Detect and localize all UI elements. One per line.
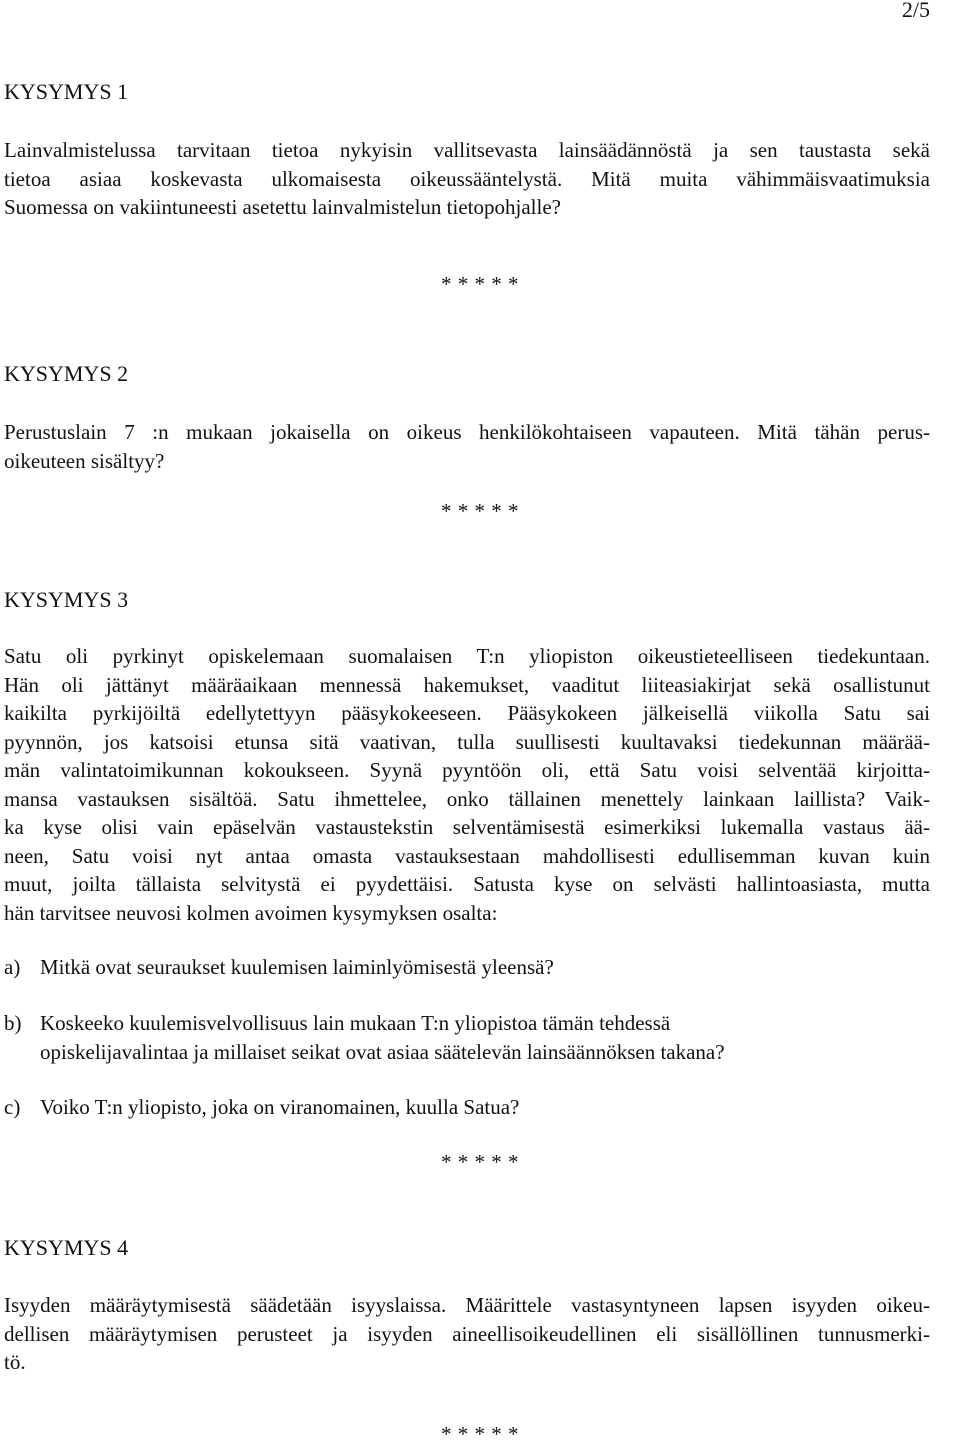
list-item-a [4, 953, 554, 982]
question-3-heading: KYSYMYS 3 [4, 587, 129, 612]
list-marker: b) [4, 1011, 22, 1035]
list-marker: c) [4, 1095, 21, 1119]
question-1-heading: KYSYMYS 1 [4, 79, 129, 104]
separator: * * * * * [441, 272, 519, 296]
question-3-line: pyynnön, jos katsoisi etunsa sitä vaativan, tulla suullisesti kuultavaksi tiedekunnan määrää- [4, 729, 930, 754]
question-3-line: ka kyse olisi vain epäselvän vastaustekstin selventämisestä esimerkiksi lukemalla vastaus ää- [4, 815, 930, 839]
question-2-line: oikeuteen sisältyy? [4, 448, 165, 473]
question-1-line: Suomessa on vakiintuneesti asetettu lainvalmistelun tietopohjalle? [4, 195, 561, 219]
question-3-line: Hän oli jättänyt määräaikaan mennessä hakemukset, vaaditut liiteasiakirjat sekä osallistunut [4, 672, 930, 697]
question-4-line: tö. [4, 1350, 26, 1374]
question-2-line: Perustuslain 7 :n mukaan jokaisella on oikeus henkilökohtaiseen vapauteen. Mitä tähän perus- [4, 420, 930, 444]
question-4-text [4, 1291, 930, 1377]
separator: * * * * * [441, 1422, 519, 1446]
question-1-line: Lainvalmistelussa tarvitaan tietoa nykyisin vallitsevasta lainsäädännöstä ja sen taustasta sekä [4, 138, 930, 162]
list-item-text: Koskeeko kuulemisvelvollisuus lain mukaan T:n yliopistoa tämän tehdessä [40, 1011, 671, 1035]
question-3-line: kaikilta pyrkijöiltä edellytettyyn pääsykokeeseen. Pääsykokeen jälkeisellä viikolla Satu sai [4, 701, 930, 725]
separator: * * * * * [441, 499, 519, 523]
question-3-line: mansa vastauksen sisältöä. Satu ihmettelee, onko tällainen menettely lainkaan laillista? Vaik- [4, 786, 930, 811]
list-item-c [4, 1093, 519, 1122]
question-3-line: hän tarvitsee neuvosi kolmen avoimen kysymyksen osalta: [4, 900, 498, 925]
question-3-line: muut, joilta tällaista selvitystä ei pyydettäisi. Satusta kyse on selvästi hallintoasiasta, mutta [4, 872, 930, 896]
page-number: 2/5 [901, 0, 930, 22]
question-4-heading: KYSYMYS 4 [4, 1235, 129, 1260]
question-4-line: Isyyden määräytymisestä säädetään isyyslaissa. Määrittele vastasyntyneen lapsen isyyden oikeu- [4, 1293, 930, 1317]
separator: * * * * * [441, 1150, 519, 1174]
list-marker: a) [4, 955, 21, 979]
question-3-line: Satu oli pyrkinyt opiskelemaan suomalaisen T:n yliopiston oikeustieteelliseen tiedekuntaan. [4, 644, 930, 668]
question-3-line: män valintatoimikunnan kokoukseen. Syynä pyyntöön oli, että Satu voisi selventää kirjoitta- [4, 758, 930, 782]
question-4-line: dellisen määräytymisen perusteet ja isyyden aineellisoikeudellinen eli sisällöllinen tunnusmerki- [4, 1321, 930, 1346]
question-3-line: neen, Satu voisi nyt antaa omasta vastauksestaan mahdollisesti edullisemman kuvan kuin [4, 843, 930, 868]
question-1-text [4, 136, 930, 222]
list-item-text: Mitkä ovat seuraukset kuulemisen laiminlyömisestä yleensä? [40, 955, 554, 979]
question-3-text [4, 642, 930, 927]
list-item-text: opiskelijavalintaa ja millaiset seikat ovat asiaa säätelevän lainsäännöksen takana? [40, 1039, 725, 1064]
list-item-text: Voiko T:n yliopisto, joka on viranomainen, kuulla Satua? [40, 1095, 520, 1119]
question-2-text [4, 418, 930, 475]
question-2-heading: KYSYMYS 2 [4, 361, 129, 386]
question-1-line: tietoa asiaa koskevasta ulkomaisesta oikeussääntelystä. Mitä muita vähimmäisvaatimuksia [4, 166, 930, 191]
list-item-b [4, 1009, 725, 1066]
